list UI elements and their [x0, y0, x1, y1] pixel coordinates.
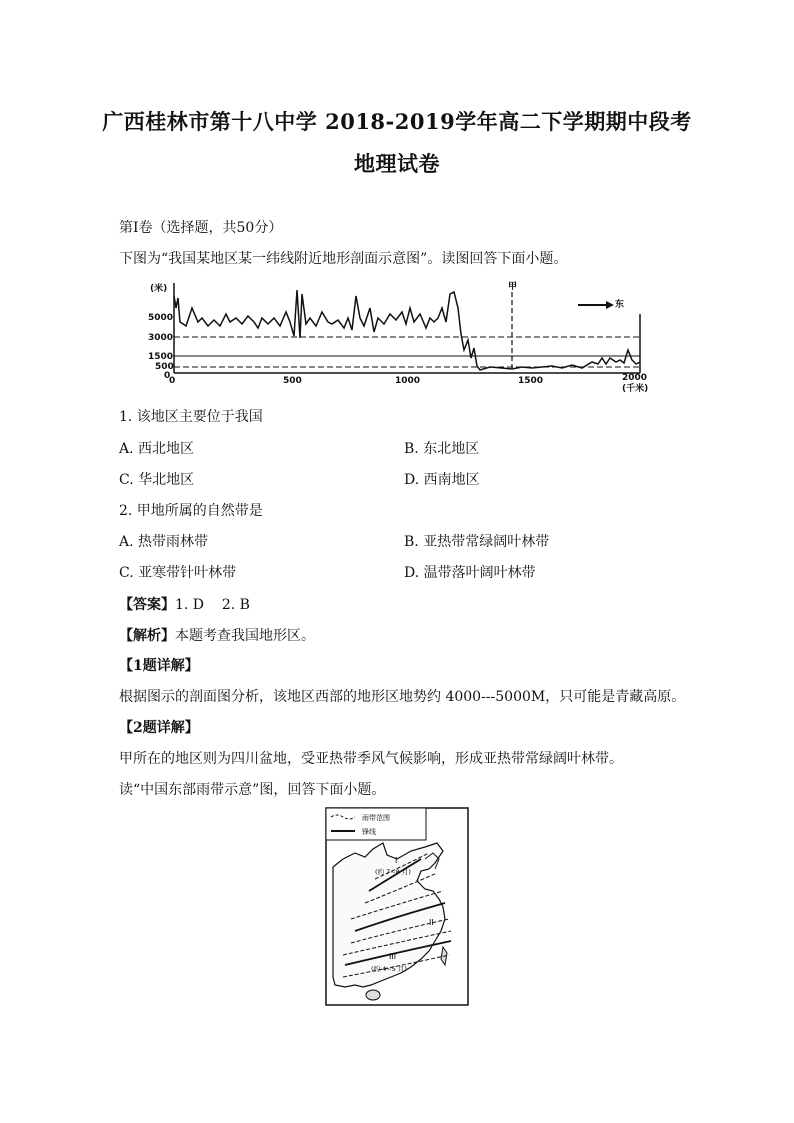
answer-line [119, 594, 250, 614]
q1-option-a: A. 西北地区 [119, 441, 195, 457]
zone-3-note: (约 4~5 月) [371, 965, 407, 973]
y-tick-0: 0 [164, 371, 171, 381]
doc-title-line1: 广西桂林市第十八中学 2018-2019学年高二下学期期中段考 [102, 109, 692, 134]
section-heading: 第Ⅰ卷（选择题，共50分） [119, 220, 283, 236]
y-axis-unit: (米) [150, 284, 168, 294]
answer-text: 1. D 2. B [175, 597, 250, 613]
question-intro-2: 读“中国东部雨带示意”图，回答下面小题。 [119, 782, 386, 798]
detail-1-text: 根据图示的剖面图分析，该地区西部的地形区地势约 4000---5000M，只可能是青藏高原。 [119, 689, 686, 705]
x-axis-unit: (千米) [622, 384, 649, 394]
x-tick-1500: 1500 [518, 376, 544, 386]
q2-option-d: D. 温带落叶阔叶林带 [404, 565, 536, 581]
x-tick-500: 500 [283, 376, 302, 386]
q1-option-c: C. 华北地区 [119, 472, 195, 488]
question-intro-1: 下图为“我国某地区某一纬线附近地形剖面示意图”。读图回答下面小题。 [119, 251, 568, 267]
q1-option-b: B. 东北地区 [404, 441, 480, 457]
detail-1-tag: 【1题详解】 [119, 658, 199, 674]
q1-stem: 1. 该地区主要位于我国 [119, 409, 263, 425]
direction-east: 东 [615, 300, 625, 310]
q1-option-d: D. 西南地区 [404, 472, 480, 488]
zone-1-label: I [395, 856, 398, 865]
y-tick-500: 500 [155, 362, 174, 372]
x-tick-1000: 1000 [395, 376, 421, 386]
analysis-text: 本题考查我国地形区。 [175, 628, 315, 644]
answer-tag: 【答案】 [119, 597, 175, 613]
q2-option-c: C. 亚寒带针叶林带 [119, 565, 237, 581]
x-tick-0: 0 [169, 376, 176, 386]
analysis-tag: 【解析】 [119, 628, 175, 644]
zone-2-label: II [429, 918, 434, 927]
legend-front-line: 锋线 [362, 828, 376, 836]
y-tick-1500: 1500 [148, 352, 174, 362]
terrain-profile-figure [140, 278, 660, 398]
detail-2-text: 甲所在的地区则为四川盆地，受亚热带季风气候影响，形成亚热带常绿阔叶林带。 [119, 751, 623, 767]
y-tick-3000: 3000 [148, 333, 174, 343]
zone-3-label: III [389, 952, 397, 961]
detail-2-tag: 【2题详解】 [119, 720, 199, 736]
q2-stem: 2. 甲地所属的自然带是 [119, 503, 263, 519]
rain-belt-map-figure [325, 807, 469, 1007]
marker-jia: 甲 [508, 282, 518, 292]
zone-1-note: (约 7~8 月) [375, 868, 411, 876]
legend-rain-belt: 雨带范围 [362, 814, 390, 822]
analysis-line [119, 625, 315, 645]
y-tick-5000: 5000 [148, 313, 174, 323]
q2-option-a: A. 热带雨林带 [119, 534, 209, 550]
doc-title-line2: 地理试卷 [354, 151, 440, 176]
x-tick-2000: 2000 [622, 373, 648, 383]
q2-option-b: B. 亚热带常绿阔叶林带 [404, 534, 550, 550]
